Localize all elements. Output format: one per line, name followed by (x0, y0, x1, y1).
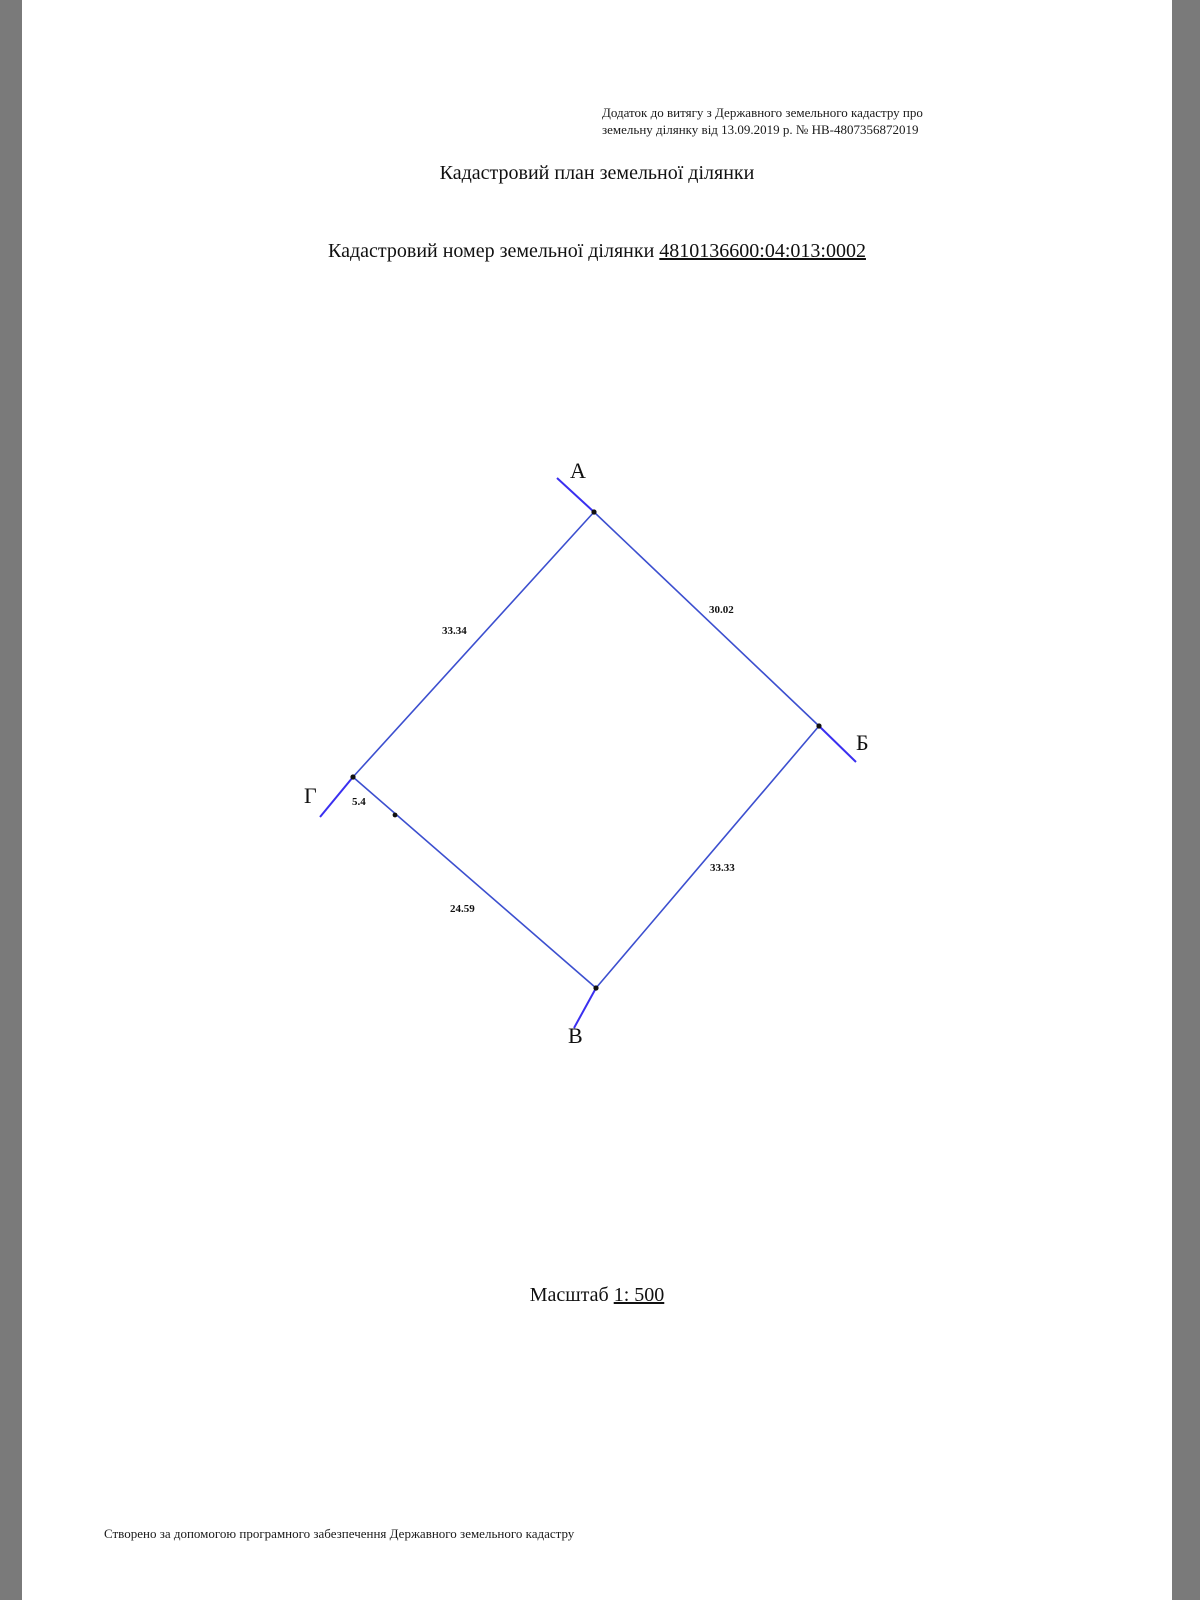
corner-label-g: Г (304, 783, 317, 808)
corner-label-a: А (570, 458, 586, 483)
corner-label-b: Б (856, 730, 869, 755)
page-title: Кадастровий план земельної ділянки (439, 162, 755, 184)
corner-label-v: В (568, 1023, 583, 1048)
length-label-b-v: 33.33 (710, 862, 735, 874)
footer-note: Створено за допомогою програмного забезпечення Державного земельного кадастру (104, 1526, 575, 1541)
cadastral-number: 4810136600:04:013:0002 (659, 240, 866, 262)
vertex-mid (393, 813, 398, 818)
length-label-a-b: 30.02 (709, 604, 734, 616)
cadastral-label: Кадастровий номер земельної ділянки (328, 240, 655, 262)
neighbor-line-g (320, 777, 353, 817)
cadastral-plan-drawing (22, 0, 1172, 1600)
scale-value: 1: 500 (613, 1284, 665, 1306)
vertex-g (350, 774, 355, 779)
length-label-v-g: 24.59 (450, 903, 475, 915)
neighbor-line-b (819, 726, 856, 762)
length-label-g-a: 33.34 (442, 625, 467, 637)
appendix-line-2: земельну ділянку від 13.09.2019 р. № НВ-4807356872019 (602, 122, 919, 137)
document-page (22, 0, 1172, 1600)
length-label-g-mid: 5.4 (352, 796, 366, 808)
appendix-line-1: Додаток до витягу з Державного земельного кадастру про (602, 105, 923, 120)
scale-label: Масштаб (529, 1284, 609, 1306)
vertex-b (816, 723, 821, 728)
boundary-a-b (594, 512, 819, 726)
neighbor-line-v (574, 988, 596, 1028)
boundary-g-a (353, 512, 594, 777)
scale-line (22, 1284, 1172, 1307)
vertex-a (591, 509, 596, 514)
boundary-v-g (353, 777, 596, 988)
vertex-v (593, 985, 598, 990)
boundary-b-v (596, 726, 819, 988)
neighbor-line-a (557, 478, 594, 512)
